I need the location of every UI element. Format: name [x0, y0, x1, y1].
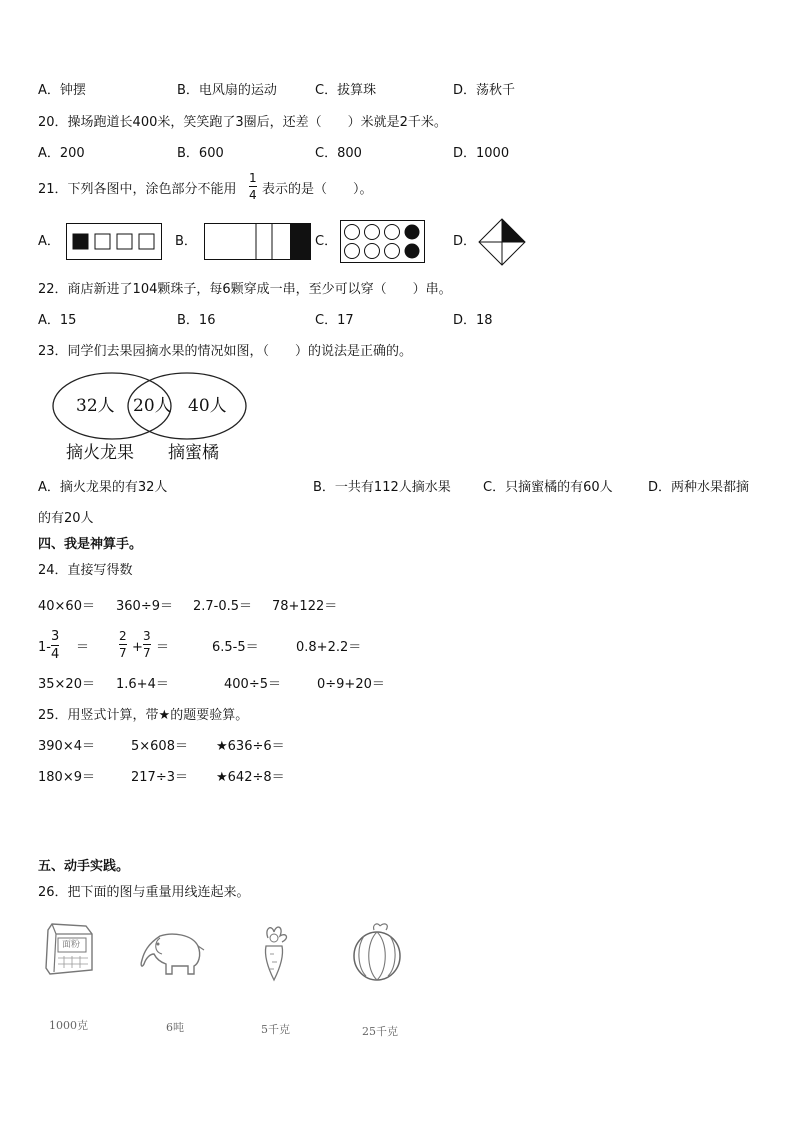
q21-letter-b: B．	[175, 234, 197, 249]
q20-option-b: B．600	[177, 146, 224, 161]
q21-frac-den: 4	[249, 188, 257, 202]
q22-stem: 22．商店新进了104颗珠子，每6颗穿成一串，至少可以穿（ ）串。	[38, 282, 452, 297]
watermelon-icon	[350, 922, 404, 982]
q21-stem-after: 表示的是（ ）。	[262, 182, 373, 197]
q19-option-d: D．荡秋千	[453, 83, 516, 98]
q23-stem: 23．同学们去果园摘水果的情况如图，（ ）的说法是正确的。	[38, 344, 413, 359]
q24-r2-c: 6.5-5＝	[212, 640, 259, 655]
q23-option-d-cont: 的有20人	[38, 511, 94, 526]
section-4-heading: 四、我是神算手。	[38, 537, 143, 552]
q23-venn-right-label: 摘蜜橘	[168, 443, 219, 463]
q24-r3-b: 1.6+4＝	[116, 677, 169, 692]
q24-r1-d: 78+122＝	[272, 599, 338, 614]
q25-r2-b: 217÷3＝	[131, 770, 188, 785]
q21-figure-b	[204, 223, 312, 261]
q24-stem: 24．直接写得数	[38, 563, 133, 578]
flour-bag-icon	[42, 922, 98, 978]
q24-r2-b-den1: 7	[119, 646, 127, 660]
q24-r2-d: 0.8+2.2＝	[296, 640, 362, 655]
q23-venn-middle-value: 20人	[133, 396, 172, 416]
q22-option-b: B．16	[177, 313, 216, 328]
q23-venn-left-value: 32人	[76, 396, 115, 416]
q25-r2-a: 180×9＝	[38, 770, 95, 785]
q20-option-d: D．1000	[453, 146, 510, 161]
q24-r2-b-den2: 7	[143, 646, 151, 660]
q24-r2-a-fraction	[51, 630, 59, 661]
q24-r2-a-prefix: 1-	[38, 640, 51, 655]
q21-figure-c	[340, 220, 426, 264]
weight-label-4: 25千克	[362, 1025, 398, 1038]
q22-option-c: C．17	[315, 313, 354, 328]
q25-stem: 25．用竖式计算，带★的题要验算。	[38, 708, 249, 723]
q21-figure-a	[66, 223, 162, 261]
elephant-icon	[136, 930, 206, 978]
q24-r1-c: 2.7-0.5＝	[193, 599, 253, 614]
q24-r1-a: 40×60＝	[38, 599, 95, 614]
q24-r2-b-eq: ＝	[156, 640, 170, 655]
q25-r2-c: ★642÷8＝	[216, 770, 285, 785]
q24-r2-b-fraction1	[119, 630, 127, 659]
flour-bag-text: 面粉	[62, 940, 81, 950]
weight-label-1: 1000克	[49, 1019, 88, 1032]
q24-r3-a: 35×20＝	[38, 677, 95, 692]
q21-letter-c: C．	[315, 234, 338, 249]
q24-r2-a-num: 3	[51, 629, 60, 644]
q21-letter-a: A．	[38, 234, 60, 249]
q23-option-d: D．两种水果都摘	[648, 480, 750, 495]
q19-option-c: C．拔算珠	[315, 83, 377, 98]
q21-letter-d: D．	[453, 234, 477, 249]
q23-option-a: A．摘火龙果的有32人	[38, 480, 168, 495]
weight-label-2: 6吨	[166, 1021, 184, 1034]
q22-option-a: A．15	[38, 313, 77, 328]
q24-r1-b: 360÷9＝	[116, 599, 173, 614]
radish-icon	[254, 922, 294, 984]
q24-r2-b-fraction2	[143, 630, 151, 659]
q19-option-b: B．电风扇的运动	[177, 83, 277, 98]
weight-label-3: 5千克	[261, 1023, 290, 1036]
q25-r1-a: 390×4＝	[38, 739, 95, 754]
q24-r2-b-num1: 2	[119, 629, 127, 643]
q24-r3-c: 400÷5＝	[224, 677, 281, 692]
q21-figure-d	[478, 218, 526, 266]
q20-option-c: C．800	[315, 146, 362, 161]
q24-r2-a-eq: ＝	[76, 640, 90, 655]
q23-option-b: B．一共有112人摘水果	[313, 480, 451, 495]
q25-r1-c: ★636÷6＝	[216, 739, 285, 754]
q20-option-a: A．200	[38, 146, 85, 161]
q24-r2-b-num2: 3	[143, 629, 151, 643]
q24-r3-d: 0÷9+20＝	[317, 677, 385, 692]
q23-venn-left-label: 摘火龙果	[66, 443, 134, 463]
q20-stem: 20．操场跑道长400米，笑笑跑了3圈后，还差（ ）米就是2千米。	[38, 115, 447, 130]
q21-frac-num: 1	[249, 171, 257, 185]
q25-r1-b: 5×608＝	[131, 739, 188, 754]
q21-fraction	[249, 172, 257, 201]
section-5-heading: 五、动手实践。	[38, 859, 130, 874]
q26-stem: 26．把下面的图与重量用线连起来。	[38, 885, 250, 900]
q23-venn-right-value: 40人	[188, 396, 227, 416]
q23-option-c: C．只摘蜜橘的有60人	[483, 480, 613, 495]
q24-r2-a-den: 4	[51, 647, 60, 662]
q24-r2-b-plus: +	[132, 640, 143, 655]
q21-stem-before: 21．下列各图中，涂色部分不能用	[38, 182, 237, 197]
q19-option-a: A．钟摆	[38, 83, 86, 98]
q22-option-d: D．18	[453, 313, 493, 328]
